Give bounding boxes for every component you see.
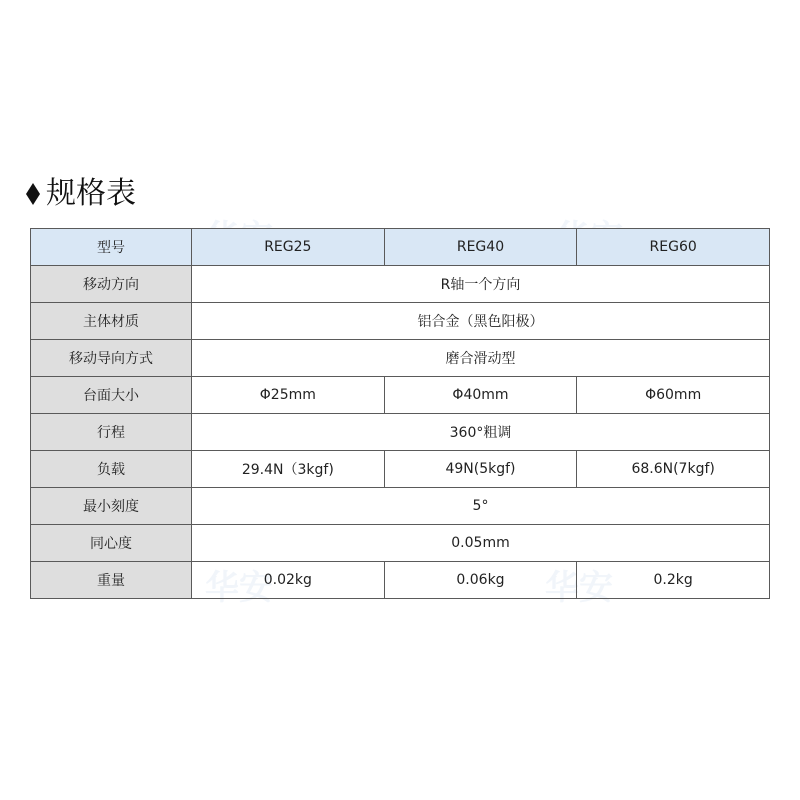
table-row (31, 488, 770, 525)
table-row (31, 377, 770, 414)
section-title-text: 规格表 (46, 176, 136, 211)
table-cell: Φ40mm (384, 377, 577, 414)
table-row (31, 303, 770, 340)
row-label: 移动导向方式 (31, 340, 192, 377)
table-row (31, 451, 770, 488)
row-label: 行程 (31, 414, 192, 451)
table-cell: 5° (192, 488, 770, 525)
table-cell: 360°粗调 (192, 414, 770, 451)
table-cell: Φ25mm (192, 377, 385, 414)
row-label: 同心度 (31, 525, 192, 562)
table-row (31, 266, 770, 303)
section-title (26, 176, 136, 212)
table-cell: 29.4N（3kgf) (192, 451, 385, 488)
spec-table (30, 228, 770, 599)
table-cell: 49N(5kgf) (384, 451, 577, 488)
column-header: REG60 (577, 229, 770, 266)
table-cell: 68.6N(7kgf) (577, 451, 770, 488)
row-label: 最小刻度 (31, 488, 192, 525)
watermark: 华安 (205, 568, 273, 608)
column-header: REG25 (192, 229, 385, 266)
column-header: REG40 (384, 229, 577, 266)
table-cell: 0.02kg (192, 562, 385, 599)
table-cell: 0.2kg (577, 562, 770, 599)
row-label: 主体材质 (31, 303, 192, 340)
table-row (31, 414, 770, 451)
table-cell: 0.05mm (192, 525, 770, 562)
diamond-bullet-icon (26, 183, 40, 205)
table-cell: R轴一个方向 (192, 266, 770, 303)
table-cell: 铝合金（黑色阳极） (192, 303, 770, 340)
table-cell: Φ60mm (577, 377, 770, 414)
table-header-row (31, 229, 770, 266)
table-row (31, 562, 770, 599)
row-label: 台面大小 (31, 377, 192, 414)
row-label: 负载 (31, 451, 192, 488)
row-label: 重量 (31, 562, 192, 599)
row-label: 移动方向 (31, 266, 192, 303)
table-cell: 0.06kg (384, 562, 577, 599)
table-cell: 磨合滑动型 (192, 340, 770, 377)
table-row (31, 340, 770, 377)
column-header-model: 型号 (31, 229, 192, 266)
watermark: 华安 (545, 568, 613, 608)
table-row (31, 525, 770, 562)
